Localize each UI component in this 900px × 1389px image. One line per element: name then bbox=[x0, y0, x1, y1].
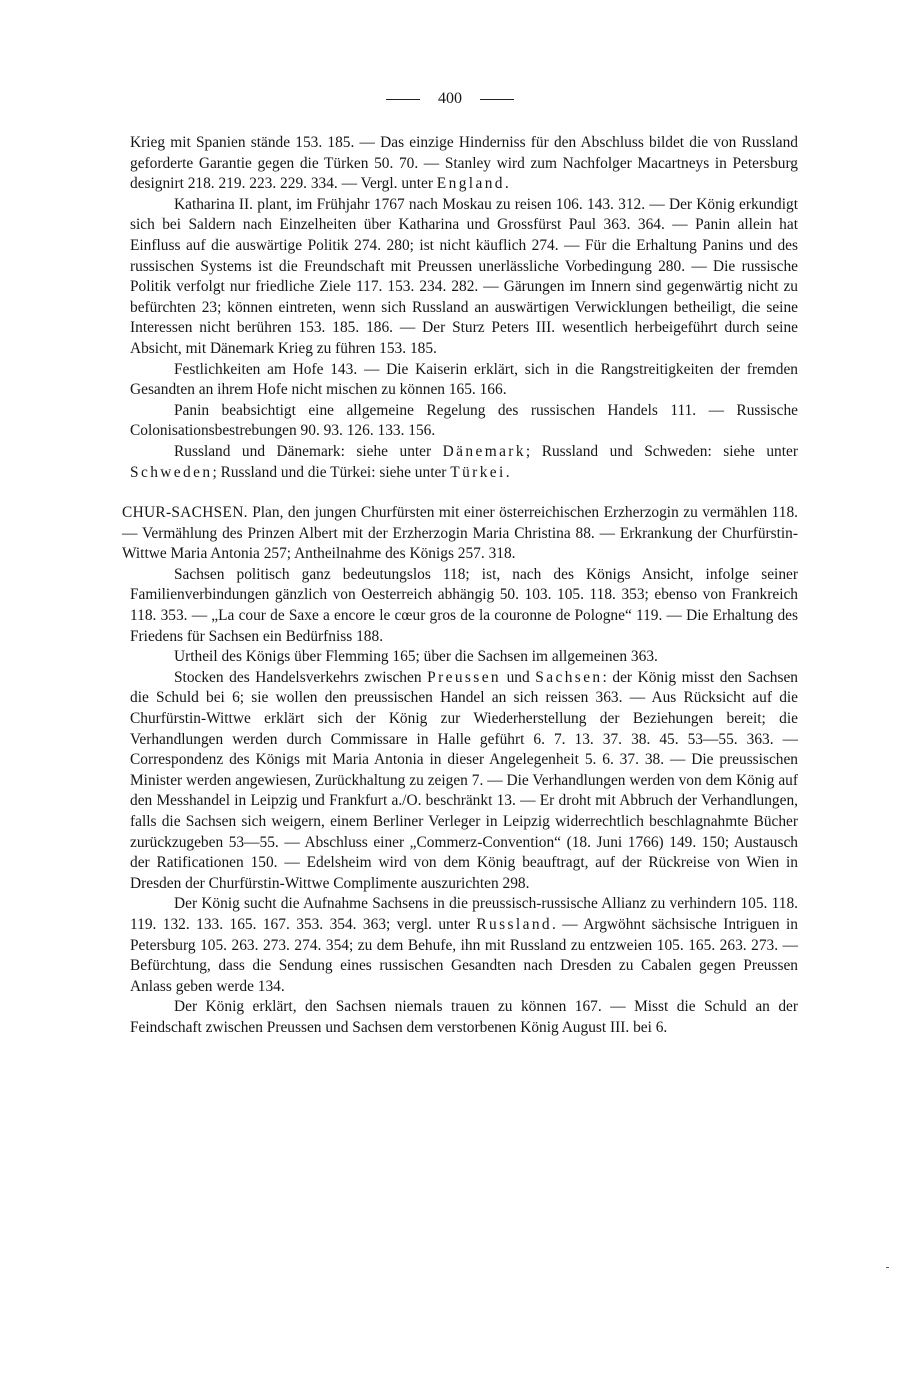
text-segment: Plan, den jungen Churfürsten mit einer österreichischen Erzherzogin zu vermählen 118. — Vermählung des Prinzen Albert mit der Erzherzogin Maria Christina 88. — Erkrankung der Churfürstin-Wittwe Maria Antonia 257; Antheilnahme des Königs 257. 318. bbox=[122, 504, 798, 563]
header-rule-right bbox=[480, 99, 514, 100]
spaced-reference: England bbox=[436, 175, 505, 193]
text-segment: ; Russland und Schweden: siehe unter bbox=[525, 442, 798, 460]
header-rule-left bbox=[386, 99, 420, 100]
spaced-reference: Russland bbox=[476, 915, 553, 933]
text-segment: Panin beabsichtigt eine allgemeine Regelung des russischen Handels 111. — Russische Colonisationsbestrebungen 90. 93. 126. 133. 156. bbox=[130, 401, 798, 440]
paragraph bbox=[122, 401, 798, 442]
text-segment: Der König sucht die Aufnahme Sachsens in die preussisch-russische Allianz zu verhindern 105. 118. 119. 132. 133. 165. 167. 353. 354. 363; vergl. unter bbox=[130, 895, 798, 933]
spaced-reference: Preussen bbox=[427, 668, 502, 686]
text-segment: Der König erklärt, den Sachsen niemals trauen zu können 167. — Misst die Schuld an der Feindschaft zwischen Preussen und Sachsen dem verstorbenen König August III. bei 6. bbox=[130, 998, 798, 1036]
spaced-reference: Schweden bbox=[130, 463, 213, 481]
paragraph bbox=[122, 647, 798, 668]
index-text bbox=[122, 133, 798, 1039]
spaced-reference: Türkei bbox=[450, 463, 506, 481]
text-segment: : der König misst den Sachsen die Schuld bei 6; sie wollen den preussischen Handel an sich reissen 363. — Aus Rücksicht auf die Churfürstin-Wittwe erklärt sich der König zur Wiederherstellung der Beziehungen bereit; die Verhandlungen werden durch Commissare in Halle geführt 6. 7. 13. 37. 38. 45. 53—55. 363. — Correspondenz des Königs mit Maria Antonia in dieser Angelegenheit 5. 6. 37. 38. — Die preussischen Minister werden angewiesen, Zurückhaltung zu zeigen 7. — Die Verhandlungen werden von dem König auf den Messhandel in Leipzig und Frankfurt a./O. beschränkt 13. — Er droht mit Abbruch der Verhandlungen, falls die Sachsen sich weigern, einem Berliner Verleger in Leipzig widerrechtlich beschlagnahmte Bücher zurückzugeben 53—55. — Abschluss einer „Commerz-Convention“ (18. Juni 1766) 149. 150; Austausch der Ratificationen 150. — Edelsheim wird von dem König beauftragt, auf der Rückreise von Wien in Dresden der Churfürstin-Wittwe Complimente auszurichten 298. bbox=[130, 668, 798, 892]
paragraph bbox=[122, 503, 798, 565]
page-header bbox=[0, 89, 900, 109]
text-segment: Russland und Dänemark: siehe unter bbox=[174, 442, 443, 460]
stray-mark bbox=[886, 1267, 889, 1268]
text-segment: Urtheil des Königs über Flemming 165; über die Sachsen im allgemeinen 363. bbox=[174, 648, 658, 666]
section-heading: CHUR-SACHSEN. bbox=[122, 504, 248, 522]
paragraph bbox=[122, 195, 798, 360]
paragraph bbox=[122, 360, 798, 401]
text-segment: Katharina II. plant, im Frühjahr 1767 nach Moskau zu reisen 106. 143. 312. — Der König erkundigt sich bei Saldern nach Einzelheiten über Katharina und Grossfürst Paul 363. 364. — Panin allein hat Einfluss auf die auswärtige Politik 274. 280; ist nicht käuflich 274. — Für die Erhaltung Panins und des russischen Systems ist die Freundschaft mit Preussen unerlässliche Vorbedingung 280. — Die russische Politik verfolgt nur friedliche Ziele 117. 153. 234. 282. — Gärungen im Innern sind gegenwärtig nicht zu befürchten 23; können eintreten, wenn sich Russland an auswärtigen Verwicklungen betheiligt, die seine Interessen nicht berühren 153. 185. 186. — Der Sturz Peters III. wesentlich herbeigeführt durch seine Absicht, mit Dänemark Krieg zu führen 153. 185. bbox=[130, 195, 798, 357]
paragraph bbox=[122, 668, 798, 895]
paragraph bbox=[122, 894, 798, 997]
text-segment: ; Russland und die Türkei: siehe unter bbox=[212, 463, 451, 481]
text-segment: Stocken des Handelsverkehrs zwischen bbox=[174, 668, 428, 686]
text-segment: Festlichkeiten am Hofe 143. — Die Kaiserin erklärt, sich in die Rangstreitigkeiten der fremden Gesandten an ihrem Hofe nicht mischen zu können 165. 166. bbox=[130, 360, 798, 399]
spaced-reference: Sachsen bbox=[535, 668, 603, 686]
text-segment: . bbox=[505, 463, 510, 481]
paragraph bbox=[122, 133, 798, 195]
text-segment: Sachsen politisch ganz bedeutungslos 118; ist, nach des Königs Ansicht, infolge seiner Familienverbindungen gänzlich von Oesterreich abhängig 50. 103. 105. 118. 353; ebenso von Frankreich 118. 353. — „La cour de Saxe a encore le cœur gros de la couronne de Pologne“ 119. — Die Erhaltung des Friedens für Sachsen ein Bedürfniss 188. bbox=[130, 565, 798, 645]
paragraph bbox=[122, 997, 798, 1038]
text-segment: Krieg mit Spanien stände 153. 185. — Das einzige Hinderniss für den Abschluss bildet die von Russland geforderte Garantie gegen die Türken 50. 70. — Stanley wird zum Nachfolger Macartneys in Petersburg designirt 218. 219. 223. 229. 334. — Vergl. unter bbox=[130, 134, 798, 193]
paragraph bbox=[122, 565, 798, 647]
chur-sachsen-section bbox=[122, 503, 798, 1038]
text-segment: . bbox=[504, 175, 509, 193]
text-segment: und bbox=[501, 668, 536, 686]
spaced-reference: Dänemark bbox=[442, 442, 526, 460]
page-number: 400 bbox=[438, 90, 462, 107]
paragraph bbox=[122, 442, 798, 483]
text-segment: . — Argwöhnt sächsische Intriguen in Petersburg 105. 263. 273. 274. 354; zu dem Behufe, ihn mit Russland zu entzweien 105. 165. 263. 273. — Befürchtung, dass die Sendung eines russischen Gesandten nach Dresden zu Cabalen gegen Preussen Anlass geben werde 134. bbox=[130, 915, 798, 995]
russland-section bbox=[122, 133, 798, 483]
